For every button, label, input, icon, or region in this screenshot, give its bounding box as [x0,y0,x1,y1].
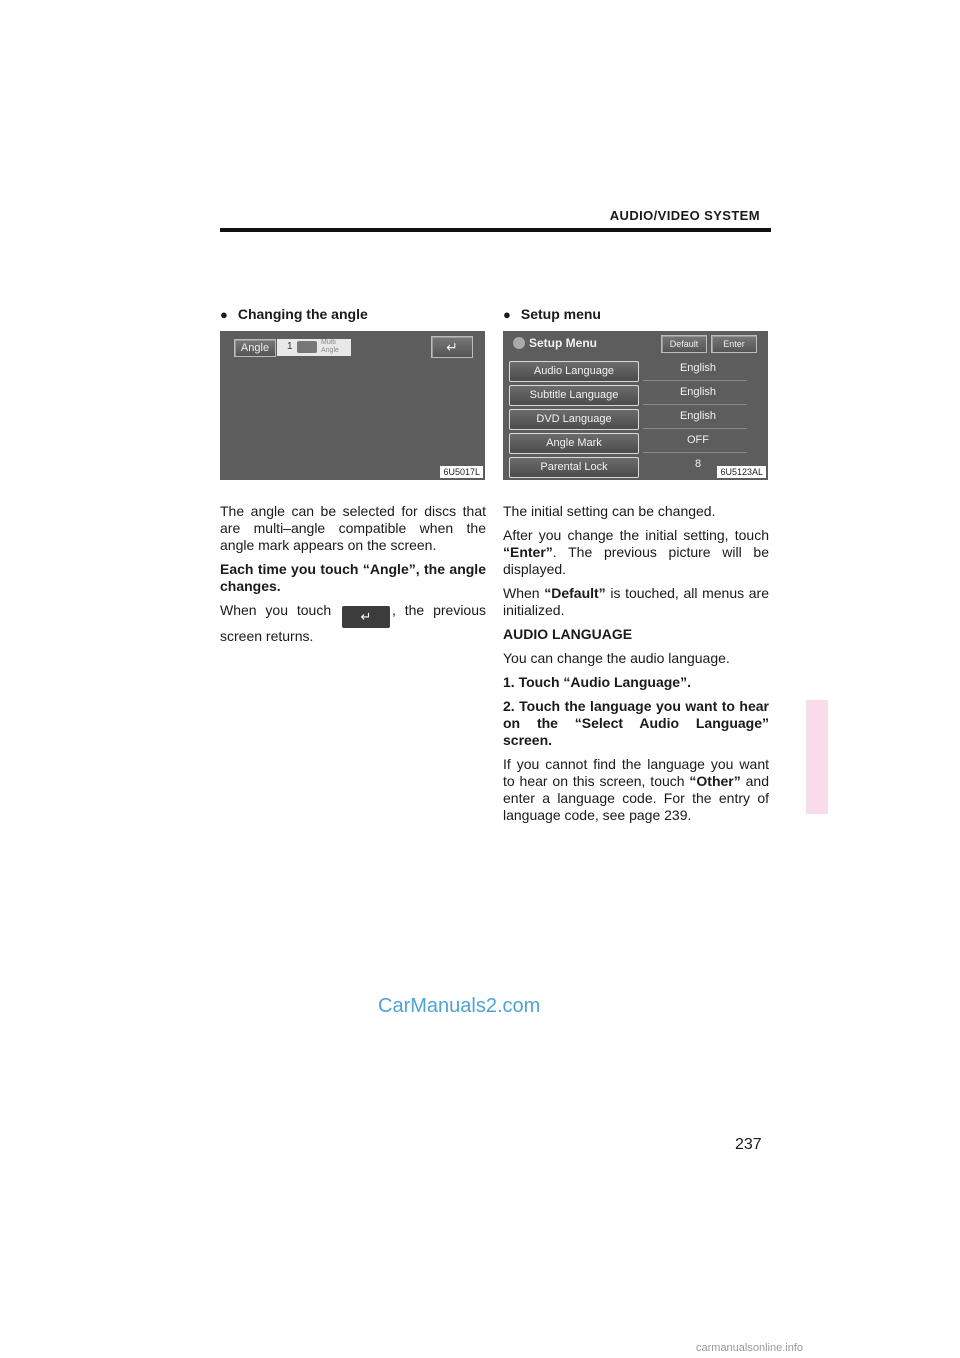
divider [643,452,747,453]
divider [643,380,747,381]
parental-lock-button[interactable]: Parental Lock [509,457,639,478]
setup-title: Setup Menu [513,336,597,350]
instruction: Each time you touch “Angle”, the angle changes. [220,561,486,594]
paragraph: The initial setting can be changed. [503,503,716,519]
angle-mark-button[interactable]: Angle Mark [509,433,639,454]
multi-angle-mark: Multi Angle [321,339,339,354]
setup-screen [503,331,768,480]
paragraph: You can change the audio language. [503,650,730,666]
step-1: 1. Touch “Audio Language”. [503,674,691,690]
subtitle-language-button[interactable]: Subtitle Language [509,385,639,406]
disc-icon [513,337,525,349]
image-code: 6U5017L [440,466,483,478]
right-column [503,306,769,322]
angle-display [277,339,351,356]
return-icon: ↵ [342,606,390,628]
default-button[interactable]: Default [661,335,707,353]
section-header: AUDIO/VIDEO SYSTEM [609,208,760,223]
heading-changing-angle: ● Changing the angle [220,306,368,322]
heading-setup-menu: ● Setup menu [503,306,601,322]
page-number: 237 [735,1136,762,1153]
header-rule [220,228,771,232]
step-2: 2. Touch the language you want to hear on the “Select Audio Language” screen. [503,698,769,748]
paragraph: After you change the initial setting, touch “Enter”. The previous picture will be displayed. [503,527,769,577]
paragraph: When you touch ↵ , the previous screen returns. [220,602,486,644]
dvd-language-button[interactable]: DVD Language [509,409,639,430]
paragraph: If you cannot find the language you want to hear on this screen, touch “Other” and enter a language code. For the entry of language code, see page 239. [503,756,769,823]
bullet-icon: ● [503,307,511,322]
bullet-icon: ● [220,307,228,322]
divider [643,428,747,429]
audio-language-button[interactable]: Audio Language [509,361,639,382]
subtitle-language-value: English [679,386,717,398]
audio-language-value: English [679,362,717,374]
subheading-audio-language: AUDIO LANGUAGE [503,626,633,642]
camera-icon [297,341,317,353]
paragraph: The angle can be selected for discs that are multi–angle compatible when the angle mark appears on the screen. [220,503,486,553]
angle-mark-value: OFF [687,434,709,446]
right-text [503,503,769,831]
image-code: 6U5123AL [717,466,766,478]
left-text [220,503,486,652]
footer-watermark: carmanualsonline.info [696,1342,804,1354]
angle-screen [220,331,485,480]
section-tab [806,700,828,814]
return-icon[interactable]: ↵ [431,336,473,358]
divider [643,404,747,405]
left-column [220,306,486,322]
watermark: CarManuals2.com [378,995,541,1017]
angle-value: 1 [287,341,293,352]
angle-button[interactable]: Angle [234,339,276,357]
enter-button[interactable]: Enter [711,335,757,353]
parental-lock-value: 8 [694,458,702,470]
dvd-language-value: English [679,410,717,422]
paragraph: When “Default” is touched, all menus are initialized. [503,585,770,618]
